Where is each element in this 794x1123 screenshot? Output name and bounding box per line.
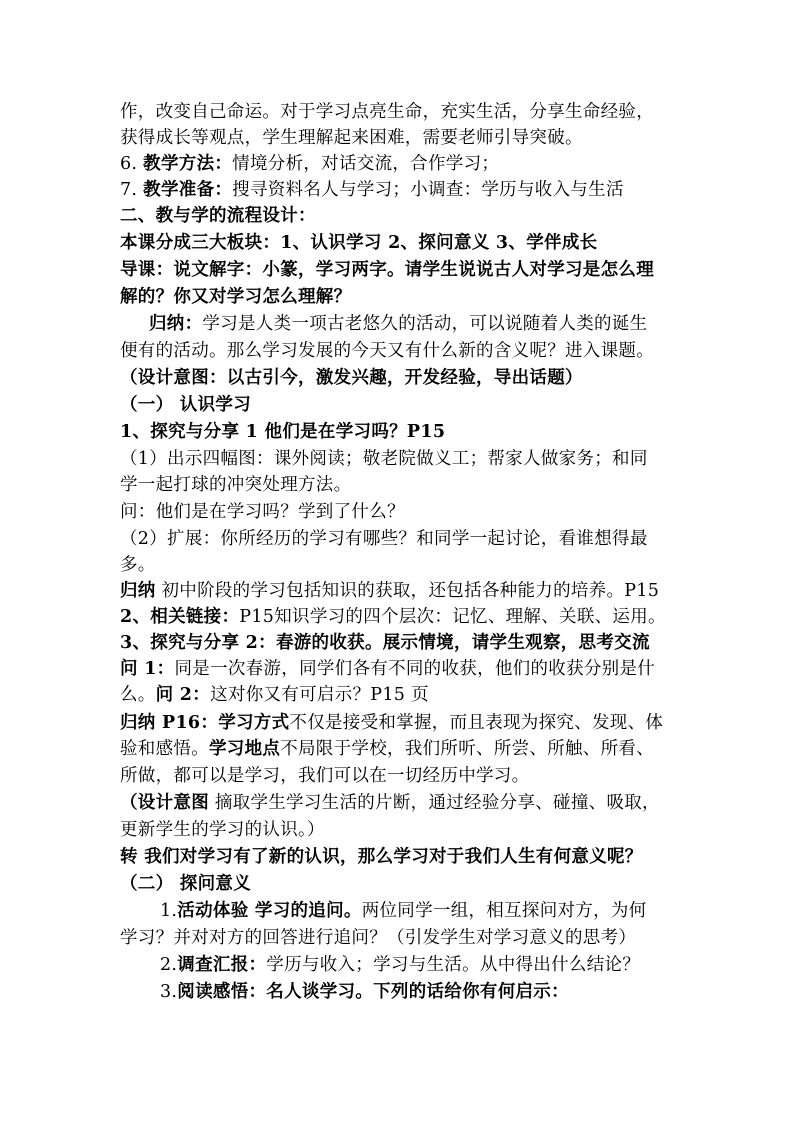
text-run: 么。: [120, 685, 156, 705]
text-run: 所做，都可以是学习，我们可以在一切经历中学习。: [120, 766, 530, 786]
text-line: [120, 230, 680, 256]
text-run-bold: 阅读感悟：名人谈学习。下列的话给你有何启示：: [177, 982, 569, 1002]
text-run-bold: 问 2：: [155, 685, 211, 705]
text-run: 学习是人类一项古老悠久的活动，可以说随着人类的诞生: [202, 314, 648, 334]
text-line: [120, 736, 680, 762]
text-line: [149, 311, 709, 337]
text-run: （2）扩展：你所经历的学习有哪些？和同学一起讨论，看谁想得最: [120, 529, 648, 549]
text-line: [120, 817, 680, 843]
text-run-bold: 教学准备：: [143, 180, 233, 200]
text-line: [120, 604, 680, 630]
text-run-bold: （设计意图：以古引今，激发兴趣，开发经验，导出话题）: [120, 368, 583, 388]
text-run: 学一起打球的冲突处理方法。: [120, 475, 352, 495]
text-line: [120, 682, 680, 708]
text-run: 两位同学一组，相互探问对方，为何: [361, 901, 647, 921]
text-run-bold: 学习地点: [209, 739, 281, 759]
text-run-bold: 活动体验 学习的追问。: [177, 901, 362, 921]
text-line: [120, 844, 680, 870]
text-run-bold: 1、探究与分享 1 他们是在学习吗？P15: [120, 422, 446, 442]
text-line: [120, 284, 680, 310]
text-run: 摘取学生学习生活的片断，通过经验分享、碰撞、吸取，: [209, 793, 660, 813]
text-run-bold: 解的？你又对学习怎么理解？: [120, 287, 352, 307]
text-line: [120, 552, 680, 578]
text-line: [120, 151, 680, 177]
text-run: 1.: [160, 901, 178, 921]
text-line: [160, 898, 720, 924]
text-line: [120, 177, 680, 203]
text-run-bold: 问 1：: [120, 659, 175, 679]
text-run: 搜寻资料名人与学习；小调查：学历与收入与生活: [232, 180, 624, 200]
text-line: [120, 125, 680, 151]
text-run-bold: 教学方法：: [143, 154, 233, 174]
text-line: [120, 656, 680, 682]
text-run: 多。: [120, 555, 156, 575]
text-run: 学历与收入；学习与生活。从中得出什么结论？: [266, 955, 641, 975]
text-run-bold: 归纳：: [149, 314, 203, 334]
text-line: [120, 925, 680, 951]
text-line: [120, 630, 680, 656]
text-run: 3.: [160, 982, 178, 1002]
text-run: 便有的活动。那么学习发展的今天又有什么新的含义呢？进入课题。: [120, 341, 654, 361]
text-run: 学习？并对对方的回答进行追问？（引发学生对学习意义的思考）: [120, 928, 637, 948]
text-line: [120, 446, 680, 472]
text-run-bold: （设计意图: [120, 793, 209, 813]
text-line: [160, 952, 720, 978]
text-run: 不局限于学校，我们所听、所尝、所触、所看、: [280, 739, 655, 759]
text-run-bold: 调查汇报：: [177, 955, 267, 975]
text-run: 作，改变自己命运。对于学习点亮生命，充实生活，分享生命经验，: [120, 102, 654, 122]
text-run-bold: （一） 认识学习: [120, 395, 251, 415]
text-line: [120, 99, 680, 125]
text-run: 不仅是接受和掌握，而且表现为探究、发现、体: [289, 713, 664, 733]
text-line: [120, 419, 680, 445]
text-run: 6.: [120, 154, 144, 174]
text-run: 情境分析，对话交流，合作学习；: [232, 154, 500, 174]
section-heading: [120, 203, 680, 229]
text-line: [120, 790, 680, 816]
text-run-bold: 二、教与学的流程设计：: [120, 206, 316, 226]
text-run-bold: 导课：说文解字：小篆，学习两字。请学生说说古人对学习是怎么理: [120, 260, 654, 280]
text-run: P15知识学习的四个层次：记忆、理解、关联、运用。: [239, 607, 666, 627]
text-line: [120, 338, 680, 364]
text-line: [120, 763, 680, 789]
text-run-bold: 归纳: [120, 581, 156, 601]
text-run: 更新学生的学习的认识。）: [120, 820, 325, 840]
text-line: [120, 257, 680, 283]
section-heading: [120, 392, 680, 418]
text-run: 问：他们是在学习吗？学到了什么？: [120, 502, 405, 522]
text-line: [120, 499, 680, 525]
text-run-bold: 本课分成三大板块：1、认识学习 2、探问意义 3、学伴成长: [120, 233, 598, 253]
text-line: [120, 526, 680, 552]
text-line: [120, 365, 680, 391]
text-run: 获得成长等观点，学生理解起来困难，需要老师引导突破。: [120, 128, 583, 148]
text-line: [120, 710, 680, 736]
text-line: [120, 472, 680, 498]
text-run: 同是一次春游，同学们各有不同的收获，他们的收获分别是什: [174, 659, 656, 679]
text-run: 7.: [120, 180, 144, 200]
text-run-bold: 3、探究与分享 2：春游的收获。展示情境，请学生观察，思考交流: [120, 633, 650, 653]
text-line: [160, 979, 720, 1005]
text-run: 验和感悟。: [120, 739, 209, 759]
text-run: 2.: [160, 955, 178, 975]
text-line: [120, 578, 680, 604]
text-run-bold: 转 我们对学习有了新的认识，那么学习对于我们人生有何意义呢？: [120, 847, 643, 867]
text-run: （1）出示四幅图：课外阅读；敬老院做义工；帮家人做家务；和同: [120, 449, 648, 469]
section-heading: [120, 871, 680, 897]
text-run: 这对你又有可启示？P15 页: [210, 685, 429, 705]
text-run: 初中阶段的学习包括知识的获取，还包括各种能力的培养。P15: [155, 581, 660, 601]
text-run-bold: 2、相关链接：: [120, 607, 240, 627]
text-run-bold: （二） 探问意义: [120, 874, 251, 894]
text-run-bold: 归纳 P16：学习方式: [120, 713, 290, 733]
